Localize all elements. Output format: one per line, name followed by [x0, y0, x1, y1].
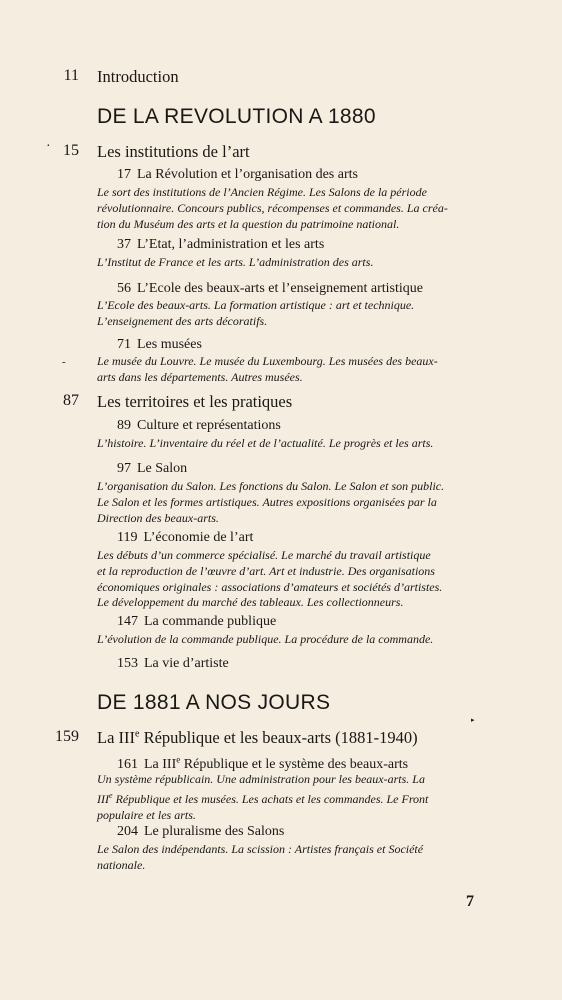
description-line: et la reproduction de l’œuvre d’art. Art et industrie. Des organisations: [97, 563, 435, 578]
section-page-number: 147: [117, 614, 138, 629]
intro-page-number: 11: [63, 67, 79, 84]
section-title: L’Etat, l’administration et les arts: [137, 237, 325, 252]
section-description: [97, 298, 477, 330]
chapter-page-number: 15: [63, 142, 79, 159]
section-page-number: 71: [117, 337, 131, 352]
description-line: nationale.: [97, 857, 146, 872]
section-page-number: 37: [117, 237, 131, 252]
section-heading: [117, 530, 253, 546]
section-title: La commande publique: [144, 614, 277, 629]
description-line: Direction des beaux-arts.: [97, 510, 219, 525]
margin-bullet: ·: [46, 139, 51, 154]
description-line: Le Salon des indépendants. La scission : Artistes français et Société: [97, 842, 424, 856]
section-heading: [117, 461, 187, 477]
description-line: tion du Muséum des arts et la question du patrimoine national.: [97, 216, 400, 231]
section-page-number: 119: [117, 530, 138, 545]
description-line: arts dans les départements. Autres musées.: [97, 369, 303, 384]
chapter-title: La IIIe République et les beaux-arts (1881-1940): [97, 728, 418, 747]
section-heading: [117, 418, 281, 434]
description-line: révolutionnaire. Concours publics, récompenses et commandes. La créa-: [97, 200, 448, 215]
chapter-page-number: 87: [63, 392, 79, 409]
description-line: populaire et les arts.: [97, 807, 196, 822]
section-title: L’Ecole des beaux-arts et l’enseignement artistique: [137, 281, 423, 296]
section-title: La Révolution et l’organisation des arts: [137, 167, 358, 182]
section-page-number: 56: [117, 281, 131, 296]
description-line: IIIe République et les musées. Les achats et les commandes. Le Front: [97, 790, 429, 806]
section-title: L’économie de l’art: [143, 530, 254, 545]
margin-mark: -: [62, 356, 66, 368]
description-line: Le Salon et les formes artistiques. Autres expositions organisées par la: [97, 494, 437, 509]
page-number: 7: [466, 893, 474, 910]
section-title: Culture et représentations: [137, 418, 281, 433]
margin-mark: ▸: [471, 716, 475, 724]
description-line: L’organisation du Salon. Les fonctions du Salon. Le Salon et son public.: [97, 479, 445, 493]
description-line: L’enseignement des arts décoratifs.: [97, 313, 268, 328]
section-description: [97, 255, 477, 271]
section-description: [97, 354, 477, 386]
section-description: [97, 185, 477, 232]
section-description: [97, 548, 477, 611]
section-description: [97, 479, 477, 526]
section-heading: [117, 167, 358, 183]
section-page-number: 89: [117, 418, 131, 433]
section-heading: [117, 824, 284, 840]
section-page-number: 97: [117, 461, 131, 476]
section-heading: [117, 754, 408, 773]
section-description: [97, 772, 477, 823]
section-title: Le Salon: [137, 461, 188, 476]
chapter-title: Les institutions de l’art: [97, 142, 250, 161]
section-heading: [117, 614, 276, 630]
part-heading-1: DE LA REVOLUTION A 1880: [97, 105, 376, 128]
section-title: La IIIe République et le système des beaux-arts: [144, 754, 409, 772]
description-line: Le sort des institutions de l’Ancien Régime. Les Salons de la période: [97, 185, 427, 199]
section-description: [97, 436, 477, 452]
description-line: L’Ecole des beaux-arts. La formation artistique : art et technique.: [97, 298, 415, 312]
section-description: [97, 842, 477, 874]
description-line: L’évolution de la commande publique. La procédure de la commande.: [97, 632, 434, 646]
intro-title: Introduction: [97, 67, 179, 86]
description-line: Le développement du marché des tableaux. Les collectionneurs.: [97, 595, 404, 610]
description-line: Le musée du Louvre. Le musée du Luxembourg. Les musées des beaux-: [97, 354, 438, 368]
section-title: Les musées: [137, 337, 202, 352]
chapter-page-number: 159: [55, 728, 79, 745]
section-description: [97, 632, 477, 648]
section-page-number: 153: [117, 656, 138, 671]
section-heading: [117, 281, 423, 297]
description-line: Un système républicain. Une administration pour les beaux-arts. La: [97, 772, 425, 786]
part-heading-2: DE 1881 A NOS JOURS: [97, 691, 331, 714]
section-page-number: 161: [117, 756, 138, 772]
description-line: Les débuts d’un commerce spécialisé. Le marché du travail artistique: [97, 548, 431, 562]
section-heading: [117, 656, 229, 672]
description-line: L’Institut de France et les arts. L’administration des arts.: [97, 255, 374, 269]
description-line: économiques originales : associations d’amateurs et sociétés d’artistes.: [97, 579, 443, 594]
description-line: L’histoire. L’inventaire du réel et de l’actualité. Le progrès et les arts.: [97, 436, 434, 450]
chapter-title: Les territoires et les pratiques: [97, 392, 293, 411]
section-heading: [117, 237, 324, 253]
section-page-number: 204: [117, 824, 138, 839]
section-title: La vie d’artiste: [144, 656, 229, 671]
section-heading: [117, 337, 202, 353]
section-title: Le pluralisme des Salons: [144, 824, 285, 839]
section-page-number: 17: [117, 167, 131, 182]
